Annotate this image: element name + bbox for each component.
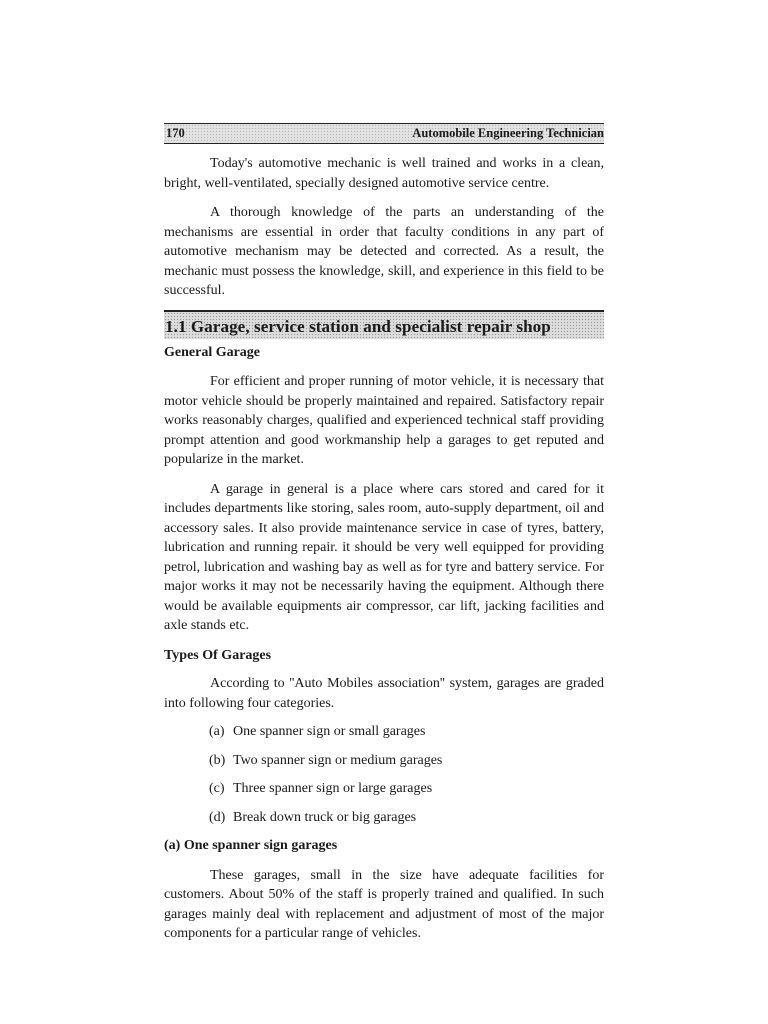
list-item-text: Three spanner sign or large garages <box>233 781 433 796</box>
list-item <box>164 722 604 742</box>
book-page <box>164 123 604 944</box>
types-of-garages-heading: Types Of Garages <box>164 647 272 663</box>
list-marker: (d) <box>209 809 226 825</box>
one-spanner-heading: (a) One spanner sign garages <box>164 838 338 853</box>
list-item-text: Two spanner sign or medium garages <box>233 752 443 768</box>
general-garage-paragraph-2: A garage in general is a place where cars stored and cared for it includes departments like storing, sales room, auto-supply department, oil and accessory sales. It also provide maintenance service in case of tyres, battery, lubrication and running repair. it should be very well equipped for providing petrol, lubrication and washing bay as well as for tyre and battery service. For major works it may not be necessarily having the equipment. Although there would be available equipments air compressor, car lift, jacking facilities and axle stands etc. <box>164 481 604 633</box>
general-garage-heading: General Garage <box>164 344 261 360</box>
running-header <box>164 123 604 144</box>
section-heading: 1.1 Garage, service station and specialist repair shop <box>164 310 604 339</box>
list-item <box>164 779 604 799</box>
one-spanner-paragraph: These garages, small in the size have adequate facilities for customers. About 50% of the staff is properly trained and qualified. In such garages mainly deal with replacement and adjustment of most of the major components for a particular range of vehicles. <box>164 867 604 941</box>
page-number: 170 <box>166 126 185 140</box>
intro-paragraph-1: Today's automotive mechanic is well trained and works in a clean, bright, well-ventilated, specially designed automotive service centre. <box>164 156 604 191</box>
book-title: Automobile Engineering Technician <box>412 126 604 140</box>
garage-category-list <box>164 722 604 827</box>
general-garage-paragraph-1: For efficient and proper running of motor vehicle, it is necessary that motor vehicle should be properly maintained and repaired. Satisfactory repair works reasonably charges, qualified and experienced technical staff providing prompt attention and good workmanship help a garages to get reputed and popularize in the market. <box>164 374 604 467</box>
list-item <box>164 808 604 828</box>
intro-paragraph-2: A thorough knowledge of the parts an understanding of the mechanisms are essential in order that faculty conditions in any part of automotive mechanism may be detected and corrected. As a result, the mechanic must possess the knowledge, skill, and experience in this field to be successful. <box>164 205 604 298</box>
list-marker: (b) <box>209 752 226 768</box>
list-item-text: One spanner sign or small garages <box>233 724 426 739</box>
list-item-text: Break down truck or big garages <box>233 809 417 825</box>
list-item <box>164 751 604 771</box>
list-marker: (c) <box>209 781 225 796</box>
list-marker: (a) <box>209 724 225 739</box>
types-intro-paragraph: According to ''Auto Mobiles association'' system, garages are graded into following four categories. <box>164 676 604 711</box>
